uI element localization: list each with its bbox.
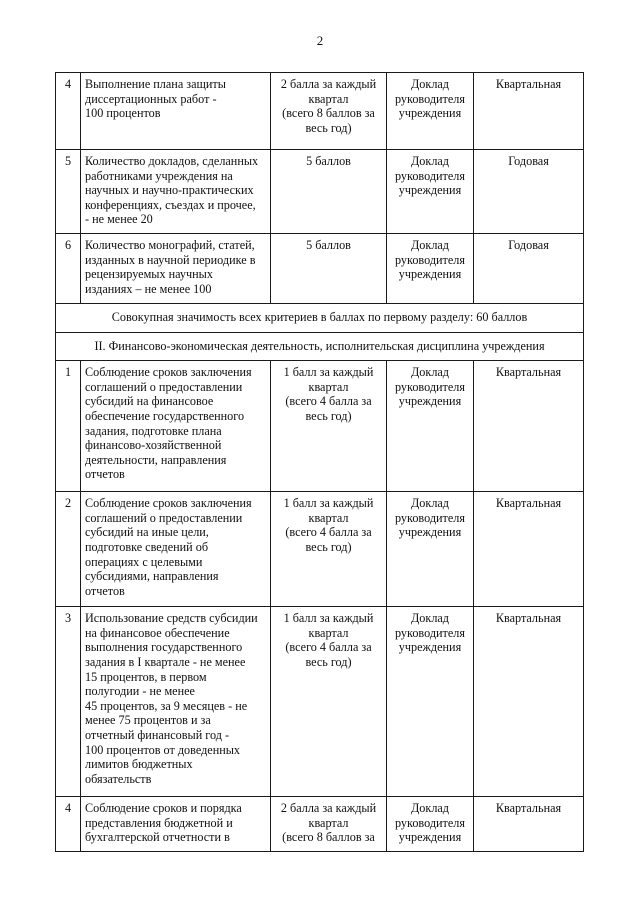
row-number: 6 [56,233,81,303]
criterion-description [81,607,271,797]
criterion-score-line: (всего 8 баллов за [282,106,375,121]
section2-title: II. Финансово-экономическая деятельность, исполнительская дисциплина учреждения [56,332,584,361]
criterion-score-line: 1 балл за каждый [283,496,374,511]
table-row [56,797,584,852]
row-number: 1 [56,361,81,492]
criterion-score-line: весь год) [305,654,352,669]
section2-title-row [56,332,584,361]
reporting-document-line: учреждения [398,640,462,655]
table-row [56,361,584,492]
row-number: 4 [56,797,81,852]
reporting-document-line: руководителя [395,168,465,183]
criterion-description-line: задания в I квартале - не менее [85,654,246,669]
criterion-score [271,492,387,607]
criterion-score [271,73,387,150]
table-row [56,73,584,150]
criterion-description-line: отчетный финансовый год - [85,727,230,742]
criterion-description [81,361,271,492]
criterion-score [271,361,387,492]
criterion-description-line: Количество докладов, сделанных [85,154,259,168]
reporting-document [387,607,474,797]
criterion-description-line: субсидий на иные цели, [85,525,209,540]
criterion-description-line: соглашений о предоставлении [85,379,243,394]
reporting-document-line: учреждения [398,830,462,845]
reporting-document-line: Доклад [410,154,450,168]
criterion-score-line: квартал [308,379,349,394]
criterion-description [81,150,271,234]
criterion-description-line: Соблюдение сроков и порядка [85,801,242,816]
criterion-score-line: 2 балла за каждый [280,801,377,816]
criterion-description-line: 100 процентов [85,106,161,121]
criterion-score-line: 1 балл за каждый [283,365,374,380]
criterion-description-line: Соблюдение сроков заключения [85,365,252,380]
table-row [56,607,584,797]
criterion-score-line: (всего 4 балла за [285,525,372,540]
criterion-description-line: Использование средств субсидии [85,611,258,626]
criterion-score-line: весь год) [305,408,352,423]
criterion-score-line: квартал [308,91,349,106]
reporting-document [387,73,474,150]
reporting-document-line: Доклад [410,365,450,380]
total-row [56,303,584,332]
row-number: 3 [56,607,81,797]
reporting-period: Квартальная [474,797,584,852]
criterion-description-line: Соблюдение сроков заключения [85,496,252,511]
criterion-score-line: квартал [308,625,349,640]
criterion-score [271,607,387,797]
reporting-document [387,492,474,607]
reporting-period: Квартальная [474,73,584,150]
total-line: Совокупная значимость всех критериев в баллах по первому разделу: 60 баллов [56,303,584,332]
criterion-description-line: отчетов [85,583,125,598]
reporting-document-line: руководителя [395,625,465,640]
criterion-description-line: менее 75 процентов и за [85,713,211,728]
criterion-description-line: изданиях – не менее 100 [85,281,212,296]
criterion-description-line: 15 процентов, в первом [85,669,207,684]
table-row [56,150,584,234]
criterion-description-line: 100 процентов от доведенных [85,742,241,757]
reporting-period: Годовая [474,150,584,234]
reporting-period: Квартальная [474,492,584,607]
criterion-description-line: выполнения государственного [85,640,243,655]
criterion-description [81,73,271,150]
reporting-document-line: Доклад [410,237,450,252]
criterion-description-line: отчетов [85,467,125,482]
criterion-description [81,233,271,303]
criterion-score-line: (всего 4 балла за [285,394,372,409]
table-row [56,233,584,303]
reporting-document-line: Доклад [410,801,450,816]
reporting-document-line: Доклад [410,496,450,511]
summary-body [56,303,584,360]
reporting-document [387,797,474,852]
criterion-score-line: 5 баллов [306,154,351,168]
criterion-description-line: рецензируемых научных [85,267,213,282]
table-row [56,492,584,607]
reporting-document-line: руководителя [395,379,465,394]
row-number: 5 [56,150,81,234]
reporting-document [387,361,474,492]
criterion-description-line: операциях с целевыми [85,554,203,569]
criterion-description [81,492,271,607]
reporting-document-line: руководителя [395,91,465,106]
reporting-document-line: руководителя [395,815,465,830]
criterion-score [271,150,387,234]
reporting-document-line: руководителя [395,252,465,267]
reporting-document [387,150,474,234]
reporting-document-line: Доклад [410,611,450,626]
criterion-description-line: лимитов бюджетных [85,757,193,772]
criterion-description-line: работниками учреждения на [85,168,233,183]
criterion-description-line: финансово-хозяйственной [85,438,222,453]
criterion-description-line: представления бюджетной и [85,815,233,830]
row-number: 4 [56,73,81,150]
criterion-description-line: субсидий на финансовое [85,394,214,409]
reporting-document [387,233,474,303]
criterion-score [271,797,387,852]
criterion-description-line: 45 процентов, за 9 месяцев - не [85,698,248,713]
criterion-description-line: деятельности, направления [85,452,227,467]
criterion-description-line: диссертационных работ - [85,91,217,106]
reporting-document-line: учреждения [398,525,462,540]
criterion-score-line: весь год) [305,539,352,554]
criterion-description-line: обязательств [85,771,152,786]
criterion-description-line: на финансовое обеспечение [85,625,230,640]
reporting-document-line: учреждения [398,267,462,282]
criterion-score-line: 1 балл за каждый [283,611,374,626]
criterion-description [81,797,271,852]
criterion-description-line: субсидиями, направления [85,569,219,584]
criterion-description-line: - не менее 20 [85,212,153,227]
criterion-description-line: Количество монографий, статей, [85,237,255,252]
criterion-description-line: подготовке сведений об [85,539,209,554]
criterion-description-line: полугодии - не менее [85,684,195,699]
reporting-document-line: учреждения [398,394,462,409]
reporting-document-line: руководителя [395,510,465,525]
criterion-score-line: (всего 4 балла за [285,640,372,655]
criterion-score-line: весь год) [305,120,352,135]
page-number: 2 [316,33,324,48]
criterion-score-line: квартал [308,510,349,525]
reporting-document-line: учреждения [398,106,462,121]
reporting-period: Квартальная [474,361,584,492]
criterion-description-line: изданных в научной периодике в [85,252,256,267]
section1-body [56,73,584,304]
criterion-score-line: (всего 8 баллов за [282,830,375,845]
reporting-document-line: Доклад [410,77,450,91]
criterion-score-line: квартал [308,815,349,830]
section2-body [56,361,584,852]
criterion-description-line: задания, подготовке плана [85,423,222,438]
criterion-description-line: соглашений о предоставлении [85,510,243,525]
criterion-score [271,233,387,303]
reporting-period: Годовая [474,233,584,303]
criterion-description-line: научных и научно-практических [85,183,254,198]
criterion-score-line: 5 баллов [306,237,351,252]
criterion-score-line: 2 балла за каждый [280,77,377,91]
criterion-description-line: обеспечение государственного [85,408,245,423]
reporting-period: Квартальная [474,607,584,797]
criterion-description-line: конференциях, съездах и прочее, [85,197,256,212]
criterion-description-line: Выполнение плана защиты [85,77,226,91]
reporting-document-line: учреждения [398,183,462,198]
row-number: 2 [56,492,81,607]
criteria-table [55,72,584,852]
criterion-description-line: бухгалтерской отчетности в [85,830,230,845]
